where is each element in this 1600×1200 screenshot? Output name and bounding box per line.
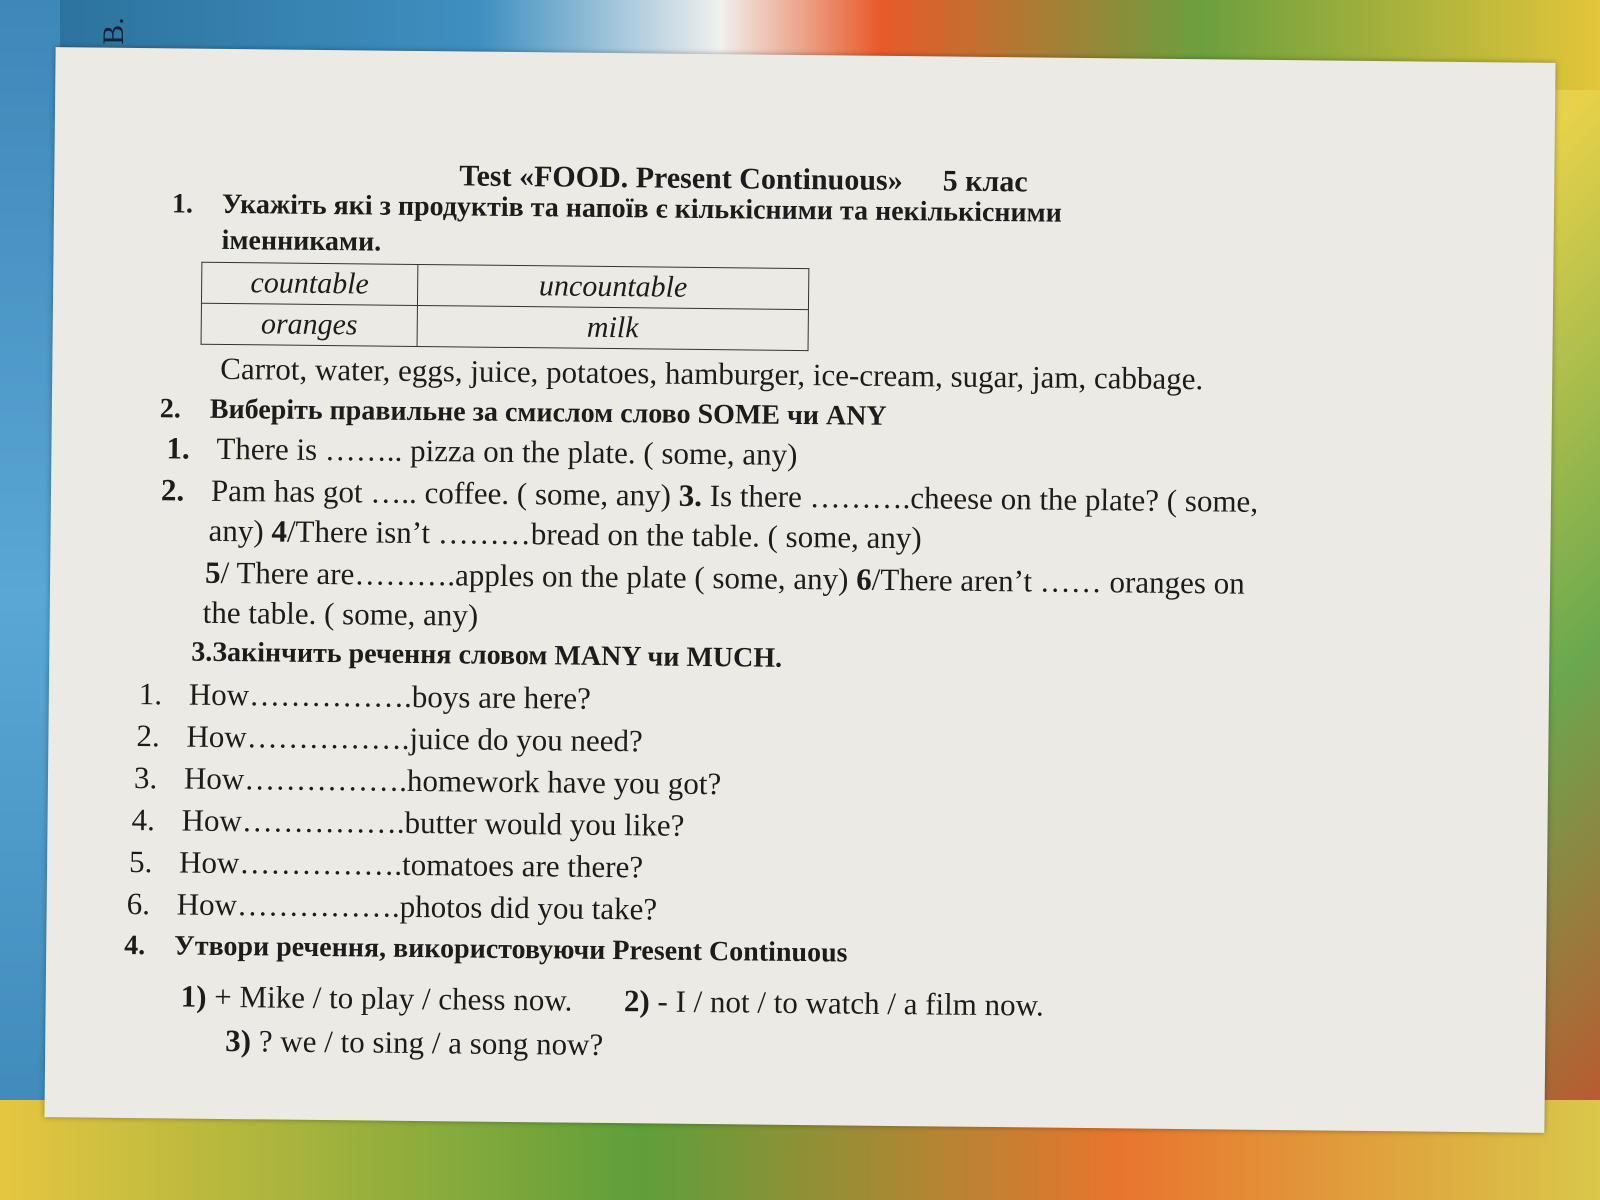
task2-number: 2. [159, 393, 182, 425]
task4-item-text: - I / not / to watch / a film now. [649, 983, 1044, 1023]
task2-item-text: any) [208, 512, 272, 549]
task3-item-number: 4. [131, 802, 155, 838]
task1-instruction-line1: Укажіть які з продуктів та напоїв є кількісними та некількісними [221, 188, 1063, 229]
task3-item [134, 760, 722, 802]
task2-item-number: 6 [856, 561, 872, 597]
task2-item-text: Pam has got ….. coffee. ( some, any) [210, 472, 679, 513]
task3-item-text: How…………….juice do you need? [186, 718, 643, 759]
task2-instruction [160, 393, 887, 433]
task4-instruction-text: Утвори речення, використовуючи Present Continuous [174, 930, 848, 969]
task2-item-text: Is there ……….cheese on the plate? ( some, [701, 477, 1259, 519]
table-row [201, 303, 808, 350]
task3-item [129, 844, 643, 885]
task3-item [139, 676, 591, 717]
table-header-row [201, 262, 808, 309]
task3-item-text: How…………….photos did you take? [176, 886, 658, 927]
header-uncountable: uncountable [417, 264, 808, 309]
book-spine-letter: В. [96, 17, 130, 45]
cell-uncountable-example: milk [417, 305, 808, 350]
task2-item-number: 1. [166, 430, 190, 466]
task3-instruction: 3.Закінчить речення словом MANY чи MUCH. [191, 636, 783, 674]
task2-line5: the table. ( some, any) [202, 594, 479, 633]
task2-item-number: 4 [271, 513, 288, 549]
task4-item-text: ? we / to sing / a song now? [250, 1023, 604, 1062]
header-countable: countable [201, 262, 417, 305]
task4-item-number: 3) [225, 1023, 252, 1059]
task2-line3 [208, 513, 921, 556]
task3-item-text: How…………….tomatoes are there? [178, 844, 644, 885]
task3-item-text: How…………….homework have you got? [183, 760, 722, 802]
document [44, 47, 1555, 1133]
task3-item-number: 2. [136, 718, 160, 754]
grade-label: 5 клас [942, 164, 1028, 199]
task2-item-text: /There isn’t ………bread on the table. ( some, any) [286, 513, 922, 556]
task2-item-number: 5 [204, 554, 221, 590]
task3-item-text: How…………….boys are here? [188, 676, 592, 716]
task2-instruction-text: Виберіть правильне за смислом слово SOME чи ANY [209, 393, 887, 432]
cell-countable-example: oranges [201, 303, 417, 346]
task4-item-number: 2) [623, 983, 650, 1019]
task4-instruction [124, 930, 848, 970]
task3-item-text: How…………….butter would you like? [181, 802, 685, 843]
task2-line4 [205, 555, 1245, 602]
task3-item-number: 3. [133, 760, 158, 796]
title-text: Test «FOOD. Present Continuous» [459, 159, 903, 198]
task2-item-text: / There are……….apples on the plate ( some, any) [220, 554, 857, 597]
task3-item [126, 886, 657, 928]
task3-item [136, 718, 643, 759]
task4-item-text: + Mike / to play / chess now. [206, 978, 573, 1018]
task3-item-number: 5. [128, 843, 153, 880]
task2-item-text: There is …….. pizza on the plate. ( some, any) [216, 430, 798, 472]
task2-item-number: 3. [678, 477, 703, 513]
task1-word-list: Carrot, water, eggs, juice, potatoes, hamburger, ice-cream, sugar, jam, cabbage. [220, 350, 1204, 397]
task4-line2 [225, 1023, 603, 1063]
task1-instruction-line2: іменниками. [221, 224, 382, 258]
task3-item-number: 1. [138, 676, 163, 712]
task4-line1 [181, 979, 1044, 1024]
task2-item-number: 2. [160, 472, 185, 508]
task3-item [131, 802, 684, 844]
task2-line2 [161, 472, 1258, 519]
test-paper [44, 47, 1555, 1133]
task2-line1 [166, 430, 797, 473]
task2-item-text: /There aren’t …… oranges on [871, 561, 1245, 601]
countable-table [201, 262, 810, 351]
task1-number: 1. [171, 188, 194, 220]
task4-item-number: 1) [180, 978, 207, 1014]
task3-item-number: 6. [126, 885, 151, 922]
task1-instruction-cont [221, 225, 381, 259]
task4-number: 4. [124, 929, 146, 962]
